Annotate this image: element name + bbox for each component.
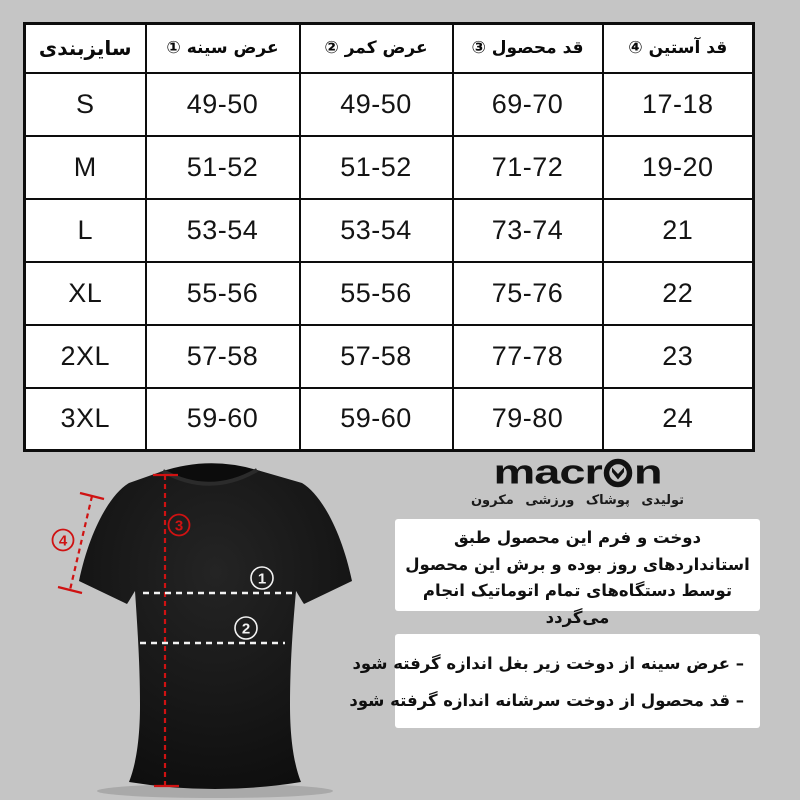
production-note-box: [395, 519, 760, 628]
measure-note-chest: – عرض سینه از دوخت زیر بغل اندازه گرفته شود: [352, 654, 744, 673]
measurement-cell: 49-50: [300, 73, 453, 136]
measurement-cell: 21: [603, 199, 754, 262]
measurement-cell: 23: [603, 325, 754, 388]
brand-logo: [395, 452, 760, 514]
measurement-cell: 55-56: [300, 262, 453, 325]
measurement-cell: 57-58: [300, 325, 453, 388]
measurement-cell: 71-72: [453, 136, 603, 199]
svg-text:4: 4: [58, 532, 68, 550]
measurement-cell: 75-76: [453, 262, 603, 325]
table-row: [25, 262, 754, 325]
svg-text:2: 2: [241, 620, 251, 638]
tshirt-body: [79, 470, 352, 789]
size-label-cell: L: [25, 199, 146, 262]
header-chest-width: عرض سینه ①: [146, 24, 300, 73]
measurement-cell: 53-54: [300, 199, 453, 262]
production-note-text: دوخت و فرم این محصول طبق استانداردهای روز بوده و برش این محصول توسط دستگاه‌های تمام اتوماتیک انجام می‌گردد: [405, 528, 750, 628]
size-label-cell: 2XL: [25, 325, 146, 388]
measurement-cell: 19-20: [603, 136, 754, 199]
measurement-cell: 22: [603, 262, 754, 325]
measuring-notes-box: [349, 634, 760, 728]
size-label-cell: S: [25, 73, 146, 136]
header-sizing: سایزبندی: [25, 24, 146, 73]
measurement-cell: 55-56: [146, 262, 300, 325]
measurement-cell: 24: [603, 388, 754, 451]
measurement-cell: 57-58: [146, 325, 300, 388]
measurement-cell: 73-74: [453, 199, 603, 262]
size-label-cell: XL: [25, 262, 146, 325]
measurement-cell: 79-80: [453, 388, 603, 451]
measure-note-length: – قد محصول از دوخت سرشانه اندازه گرفته شود: [349, 691, 744, 711]
header-waist-width: عرض کمر ②: [300, 24, 453, 73]
svg-text:3: 3: [174, 517, 184, 535]
header-product-length: قد محصول ③: [453, 24, 603, 73]
header-sleeve-length: قد آستین ④: [603, 24, 754, 73]
measurement-cell: 51-52: [300, 136, 453, 199]
tshirt-diagram: [50, 455, 380, 800]
svg-text:1: 1: [257, 570, 267, 588]
measurement-cell: 69-70: [453, 73, 603, 136]
measurement-cell: 59-60: [146, 388, 300, 451]
brand-word-right: n: [633, 452, 662, 491]
macron-emblem-icon: [603, 458, 633, 488]
measurement-cell: 49-50: [146, 73, 300, 136]
brand-word-left: macr: [493, 452, 602, 491]
sleeve-marker: [53, 530, 74, 551]
table-row: [25, 199, 754, 262]
size-label-cell: 3XL: [25, 388, 146, 451]
size-table-body: [25, 73, 754, 451]
measurement-cell: 77-78: [453, 325, 603, 388]
table-row: [25, 325, 754, 388]
brand-wordmark: [493, 452, 661, 492]
table-row: [25, 73, 754, 136]
size-table: [23, 22, 755, 452]
size-label-cell: M: [25, 136, 146, 199]
brand-tagline: تولیدی پوشاک ورزشی مکرون: [470, 493, 685, 508]
measurement-cell: 53-54: [146, 199, 300, 262]
measurement-cell: 17-18: [603, 73, 754, 136]
table-header-row: [25, 24, 754, 73]
measurement-cell: 59-60: [300, 388, 453, 451]
table-row: [25, 388, 754, 451]
table-row: [25, 136, 754, 199]
measurement-cell: 51-52: [146, 136, 300, 199]
